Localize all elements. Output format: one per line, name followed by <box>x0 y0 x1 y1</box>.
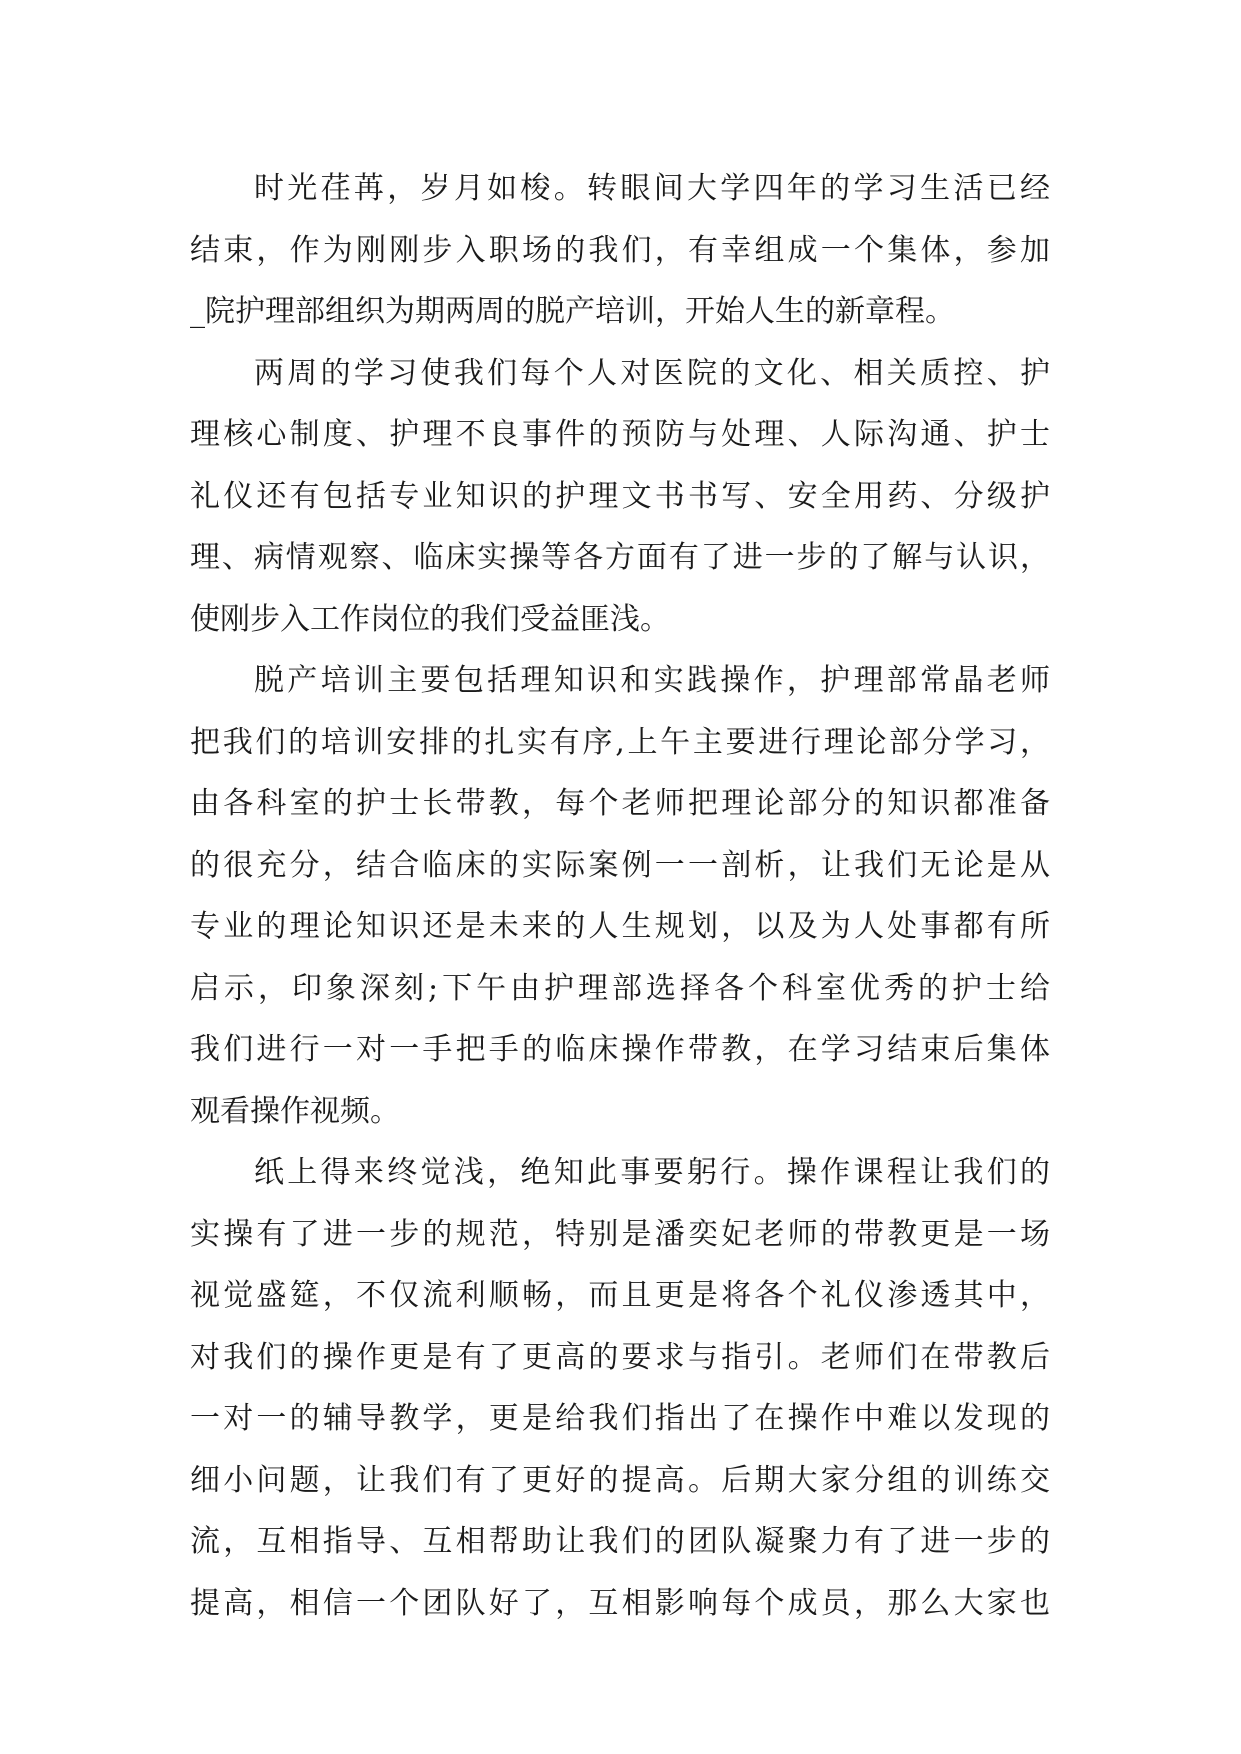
paragraph-2-line-4: 理、病情观察、临床实操等各方面有了进一步的了解与认识， <box>190 540 1050 575</box>
paragraph-4-line-2: 实操有了进一步的规范，特别是潘奕妃老师的带教更是一场 <box>190 1216 1050 1252</box>
paragraph-2-line-3: 礼仪还有包括专业知识的护理文书书写、安全用药、分级护 <box>190 478 1050 514</box>
paragraph-4-line-8: 提高，相信一个团队好了，互相影响每个成员，那么大家也 <box>190 1585 1050 1621</box>
paragraph-3-line-8: 观看操作视频。 <box>190 1093 400 1129</box>
paragraph-4-line-1: 纸上得来终觉浅，绝知此事要躬行。操作课程让我们的 <box>254 1155 1050 1190</box>
paragraph-4-line-6: 细小问题，让我们有了更好的提高。后期大家分组的训练交 <box>190 1462 1050 1498</box>
paragraph-3-line-3: 由各科室的护士长带教，每个老师把理论部分的知识都准备 <box>190 786 1050 821</box>
paragraph-3-line-7: 我们进行一对一手把手的临床操作带教，在学习结束后集体 <box>190 1032 1050 1067</box>
paragraph-2-line-5: 使刚步入工作岗位的我们受益匪浅。 <box>190 601 670 637</box>
paragraph-2-line-2: 理核心制度、护理不良事件的预防与处理、人际沟通、护士 <box>190 417 1050 452</box>
paragraph-3-line-1: 脱产培训主要包括理知识和实践操作，护理部常晶老师 <box>254 663 1050 698</box>
paragraph-2-line-1: 两周的学习使我们每个人对医院的文化、相关质控、护 <box>254 355 1050 391</box>
paragraph-3-line-6: 启示，印象深刻;下午由护理部选择各个科室优秀的护士给 <box>190 970 1050 1006</box>
paragraph-4-line-4: 对我们的操作更是有了更高的要求与指引。老师们在带教后 <box>190 1339 1050 1375</box>
document-body <box>190 158 1050 1634</box>
paragraph-3-line-2: 把我们的培训安排的扎实有序,上午主要进行理论部分学习， <box>190 724 1050 760</box>
paragraph-4-line-5: 一对一的辅导教学，更是给我们指出了在操作中难以发现的 <box>190 1401 1050 1436</box>
paragraph-4-line-3: 视觉盛筵，不仅流利顺畅，而且更是将各个礼仪渗透其中， <box>190 1278 1050 1313</box>
paragraph-1-line-3: _院护理部组织为期两周的脱产培训，开始人生的新章程。 <box>190 294 955 329</box>
paragraph-3-line-5: 专业的理论知识还是未来的人生规划，以及为人处事都有所 <box>190 909 1050 944</box>
paragraph-3-line-4: 的很充分，结合临床的实际案例一一剖析，让我们无论是从 <box>190 847 1050 883</box>
paragraph-4-line-7: 流，互相指导、互相帮助让我们的团队凝聚力有了进一步的 <box>190 1524 1050 1559</box>
paragraph-1-line-1: 时光荏苒，岁月如梭。转眼间大学四年的学习生活已经 <box>254 171 1050 206</box>
paragraph-1-line-2: 结束，作为刚刚步入职场的我们，有幸组成一个集体，参加 <box>190 232 1050 268</box>
